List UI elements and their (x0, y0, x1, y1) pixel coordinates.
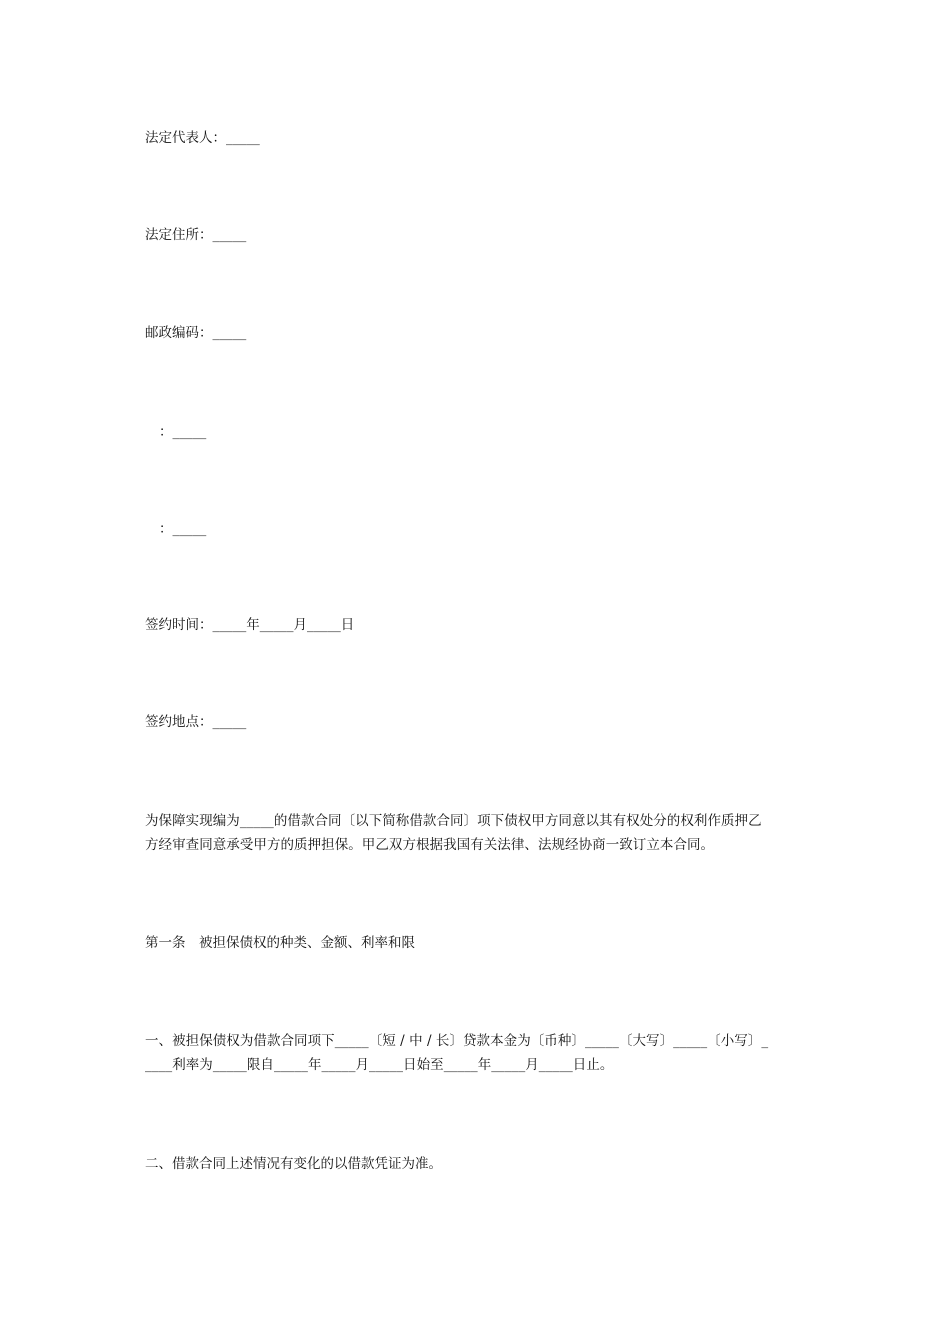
signing-time-field: 签约时间：_____年_____月_____日 (145, 617, 355, 633)
article-1-heading: 第一条 被担保债权的种类、金额、利率和限 (145, 935, 415, 951)
signing-place-field: 签约地点：_____ (145, 714, 247, 730)
article-1-item-1 (145, 1029, 810, 1077)
preamble-line-1: 为保障实现编为_____的借款合同〔以下简称借款合同〕项下债权甲方同意以其有权处分的权利作质押乙 (145, 813, 762, 829)
preamble-paragraph (145, 809, 810, 857)
blank-field-b: ：_____ (159, 521, 207, 537)
postal-code-field: 邮政编码：_____ (145, 325, 247, 341)
blank-field-a: ：_____ (159, 424, 207, 440)
legal-address-field: 法定住所：_____ (145, 227, 247, 243)
preamble-line-2: 方经审查同意承受甲方的质押担保。甲乙双方根据我国有关法律、法规经协商一致订立本合同。 (145, 837, 715, 853)
legal-representative-field: 法定代表人：_____ (145, 130, 260, 146)
article-1-item-2: 二、借款合同上述情况有变化的以借款凭证为准。 (145, 1156, 442, 1172)
article-1-item-1-line-2: ____利率为_____限自_____年_____月_____日始至_____年_____月_____日止。 (145, 1057, 614, 1073)
article-1-item-1-line-1: 一、被担保债权为借款合同项下_____〔短 / 中 / 长〕贷款本金为〔币种〕_____〔大写〕_____〔小写〕_ (145, 1033, 769, 1049)
